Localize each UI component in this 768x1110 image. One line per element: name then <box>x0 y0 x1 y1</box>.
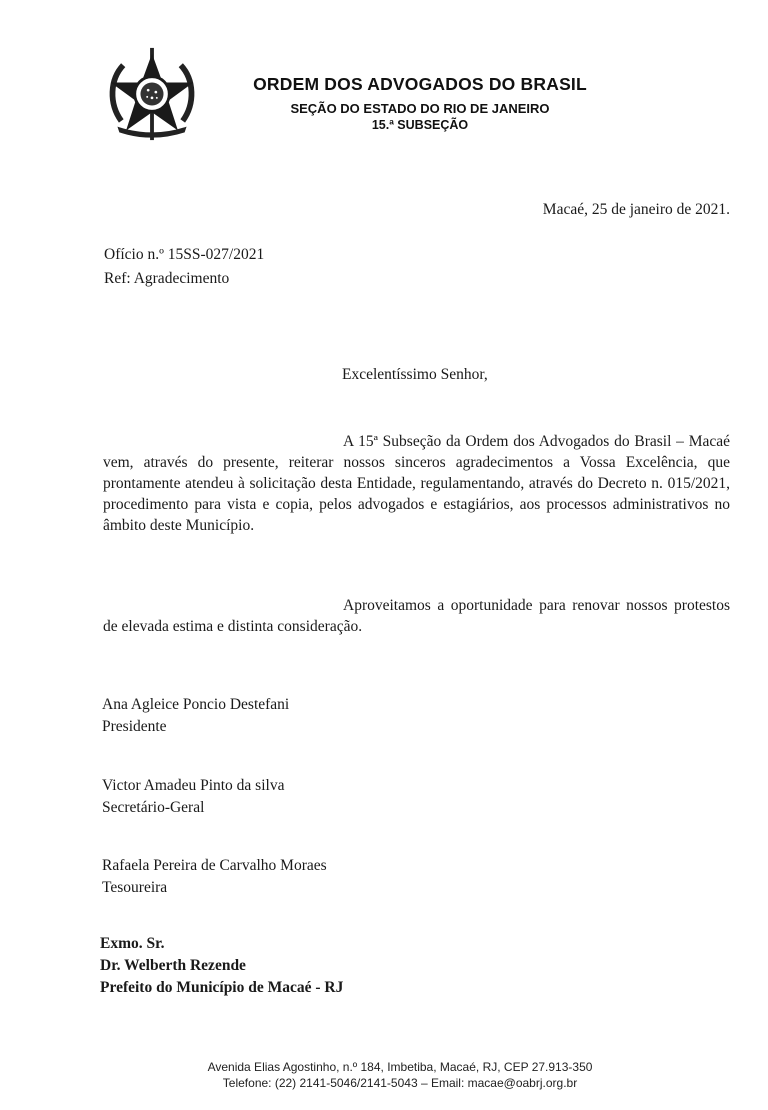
section-name: SEÇÃO DO ESTADO DO RIO DE JANEIRO <box>290 101 550 116</box>
signatory-title: Presidente <box>102 718 167 735</box>
footer-contact: Telefone: (22) 2141-5046/2141-5043 – Email: macae@oabrj.org.br <box>222 1076 578 1090</box>
signatory-title: Secretário-Geral <box>102 799 205 816</box>
paragraph-2-text: Aproveitamos a oportunidade para renovar nossos protestos de elevada estima e distinta consideração. <box>103 597 730 635</box>
signatory-block <box>102 775 284 819</box>
letterhead <box>200 74 640 132</box>
signatory-name: Rafaela Pereira de Carvalho Moraes <box>102 857 327 874</box>
body-paragraph-1 <box>103 431 730 536</box>
recipient-honorific: Exmo. Sr. <box>100 935 165 952</box>
brazil-coat-of-arms-icon <box>104 44 200 144</box>
recipient-title: Prefeito do Município de Macaé - RJ <box>100 979 344 996</box>
footer-address: Avenida Elias Agostinho, n.º 184, Imbetiba, Macaé, RJ, CEP 27.913-350 <box>207 1060 593 1074</box>
signatory-title: Tesoureira <box>102 879 168 896</box>
paragraph-1-text: A 15ª Subseção da Ordem dos Advogados do Brasil – Macaé vem, através do presente, reiterar nossos sinceros agradecimentos a Vossa Excelência, que prontamente atendeu à solicitação desta Entidade, regulamentando, através do Decreto n. 015/2021, procedimento para vista e copia, pelos advogados e estagiários, aos processos administrativos no âmbito deste Município. <box>103 433 730 534</box>
reference-line: Ref: Agradecimento <box>104 270 230 287</box>
body-paragraph-2 <box>103 595 730 637</box>
signatory-block <box>102 855 327 899</box>
date-line: Macaé, 25 de janeiro de 2021. <box>542 201 730 218</box>
salutation: Excelentíssimo Senhor, <box>342 366 488 383</box>
signatory-name: Victor Amadeu Pinto da silva <box>102 777 285 794</box>
subsection-name: 15.ª SUBSEÇÃO <box>371 118 469 132</box>
recipient-block <box>100 933 343 999</box>
signatory-block <box>102 694 289 738</box>
signatory-name: Ana Agleice Poncio Destefani <box>102 696 290 713</box>
organization-name: ORDEM DOS ADVOGADOS DO BRASIL <box>253 74 587 94</box>
letter-footer <box>150 1059 650 1091</box>
office-block <box>104 243 264 291</box>
recipient-name: Dr. Welberth Rezende <box>100 957 246 974</box>
office-number: Ofício n.º 15SS-027/2021 <box>104 246 265 263</box>
